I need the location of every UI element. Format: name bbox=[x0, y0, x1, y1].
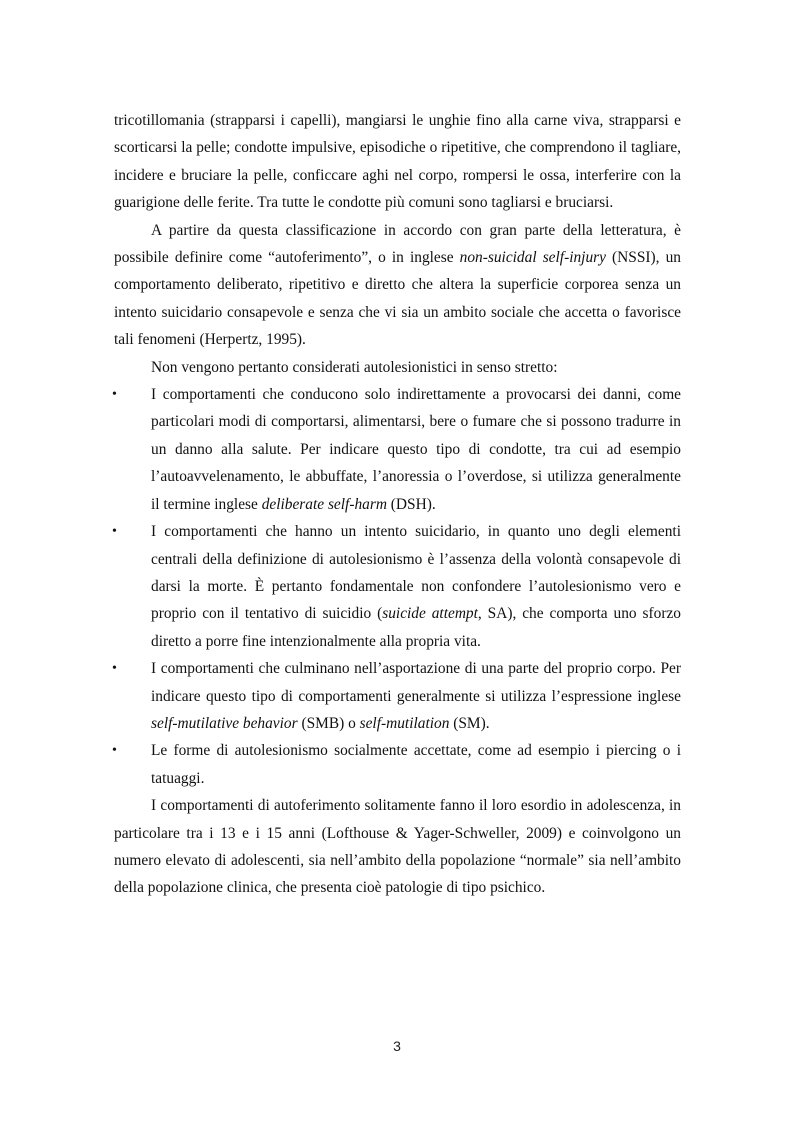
body-text bbox=[114, 107, 681, 902]
paragraph-onset bbox=[114, 792, 681, 902]
italic-term: self-mutilative behavior bbox=[151, 714, 298, 732]
list-item-text: , SA), che comporta uno sforzo diretto a porre fine intenzionalmente alla propria vita. bbox=[151, 605, 681, 650]
italic-term: non-suicidal self-injury bbox=[459, 249, 606, 267]
italic-term: deliberate self-harm bbox=[261, 495, 387, 513]
exclusion-list bbox=[114, 381, 681, 792]
list-item-text: (SM). bbox=[449, 714, 490, 732]
paragraph-intro-list bbox=[114, 354, 681, 381]
italic-term: self-mutilation bbox=[359, 714, 450, 732]
bullet-icon: • bbox=[112, 387, 117, 403]
list-item-text: I comportamenti che conducono solo indirettamente a provocarsi dei danni, come particolari modi di comportarsi, alimentarsi, bere o fumare che si possono tradurre in un danno alla salute. Per indicare questo tipo di condotte, tra cui ad esempio l’autoavvelenamento, le abbuffate, l’anoressia o l’overdose, si utilizza generalmente il termine inglese bbox=[151, 386, 681, 513]
list-item-text: (SMB) o bbox=[297, 714, 360, 732]
list-item bbox=[114, 737, 681, 792]
list-item bbox=[114, 655, 681, 737]
paragraph-text: Non vengono pertanto considerati autolesionistici in senso stretto: bbox=[151, 358, 558, 376]
bullet-icon: • bbox=[112, 743, 117, 759]
paragraph-text: tricotillomania (strapparsi i capelli), mangiarsi le unghie fino alla carne viva, strapparsi e scorticarsi la pelle; condotte impulsive, episodiche o ripetitive, che comprendono il tagliare, incidere e bruciare la pelle, conficcare aghi nel corpo, rompersi le ossa, interferire con la guarigione delle ferite. Tra tutte le condotte più comuni sono tagliarsi e bruciarsi. bbox=[114, 112, 681, 212]
italic-term: suicide attempt bbox=[382, 605, 478, 623]
list-item-text: Le forme di autolesionismo socialmente accettate, come ad esempio i piercing o i tatuaggi. bbox=[151, 742, 681, 787]
page-number: 3 bbox=[393, 1038, 401, 1054]
list-item bbox=[114, 518, 681, 655]
paragraph-text: A partire da questa classificazione in accordo con gran parte della letteratura, è possibile definire come “autoferimento”, o in inglese bbox=[114, 221, 681, 267]
paragraph-continuation bbox=[114, 107, 681, 217]
list-item-text: I comportamenti che culminano nell’asportazione di una parte del proprio corpo. Per indicare questo tipo di comportamenti generalmente si utilizza l’espressione inglese bbox=[151, 660, 681, 705]
paragraph-text: I comportamenti di autoferimento solitamente fanno il loro esordio in adolescenza, in particolare tra i 13 e i 15 anni (Lofthouse & Yager-Schweller, 2009) e coinvolgono un numero elevato di adolescenti, sia nell’ambito della popolazione “normale” sia nell’ambito della popolazione clinica, che presenta cioè patologie di tipo psichico. bbox=[114, 797, 681, 897]
bullet-icon: • bbox=[112, 661, 117, 677]
bullet-icon: • bbox=[112, 524, 117, 540]
list-item-text: (DSH). bbox=[386, 495, 436, 513]
list-item-text: I comportamenti che hanno un intento suicidario, in quanto uno degli elementi centrali della definizione di autolesionismo è l’assenza della volontà consapevole di darsi la morte. È pertanto fondamentale non confondere l’autolesionismo vero e proprio con il tentativo di suicidio ( bbox=[151, 523, 681, 623]
paragraph-text: (NSSI), un comportamento deliberato, ripetitivo e diretto che altera la superficie corporea senza un intento suicidario consapevole e senza che vi sia un ambito sociale che accetta o favorisce tali fenomeni (Herpertz, 1995). bbox=[114, 249, 682, 349]
paragraph-nssi-definition bbox=[114, 217, 681, 354]
list-item bbox=[114, 381, 681, 518]
